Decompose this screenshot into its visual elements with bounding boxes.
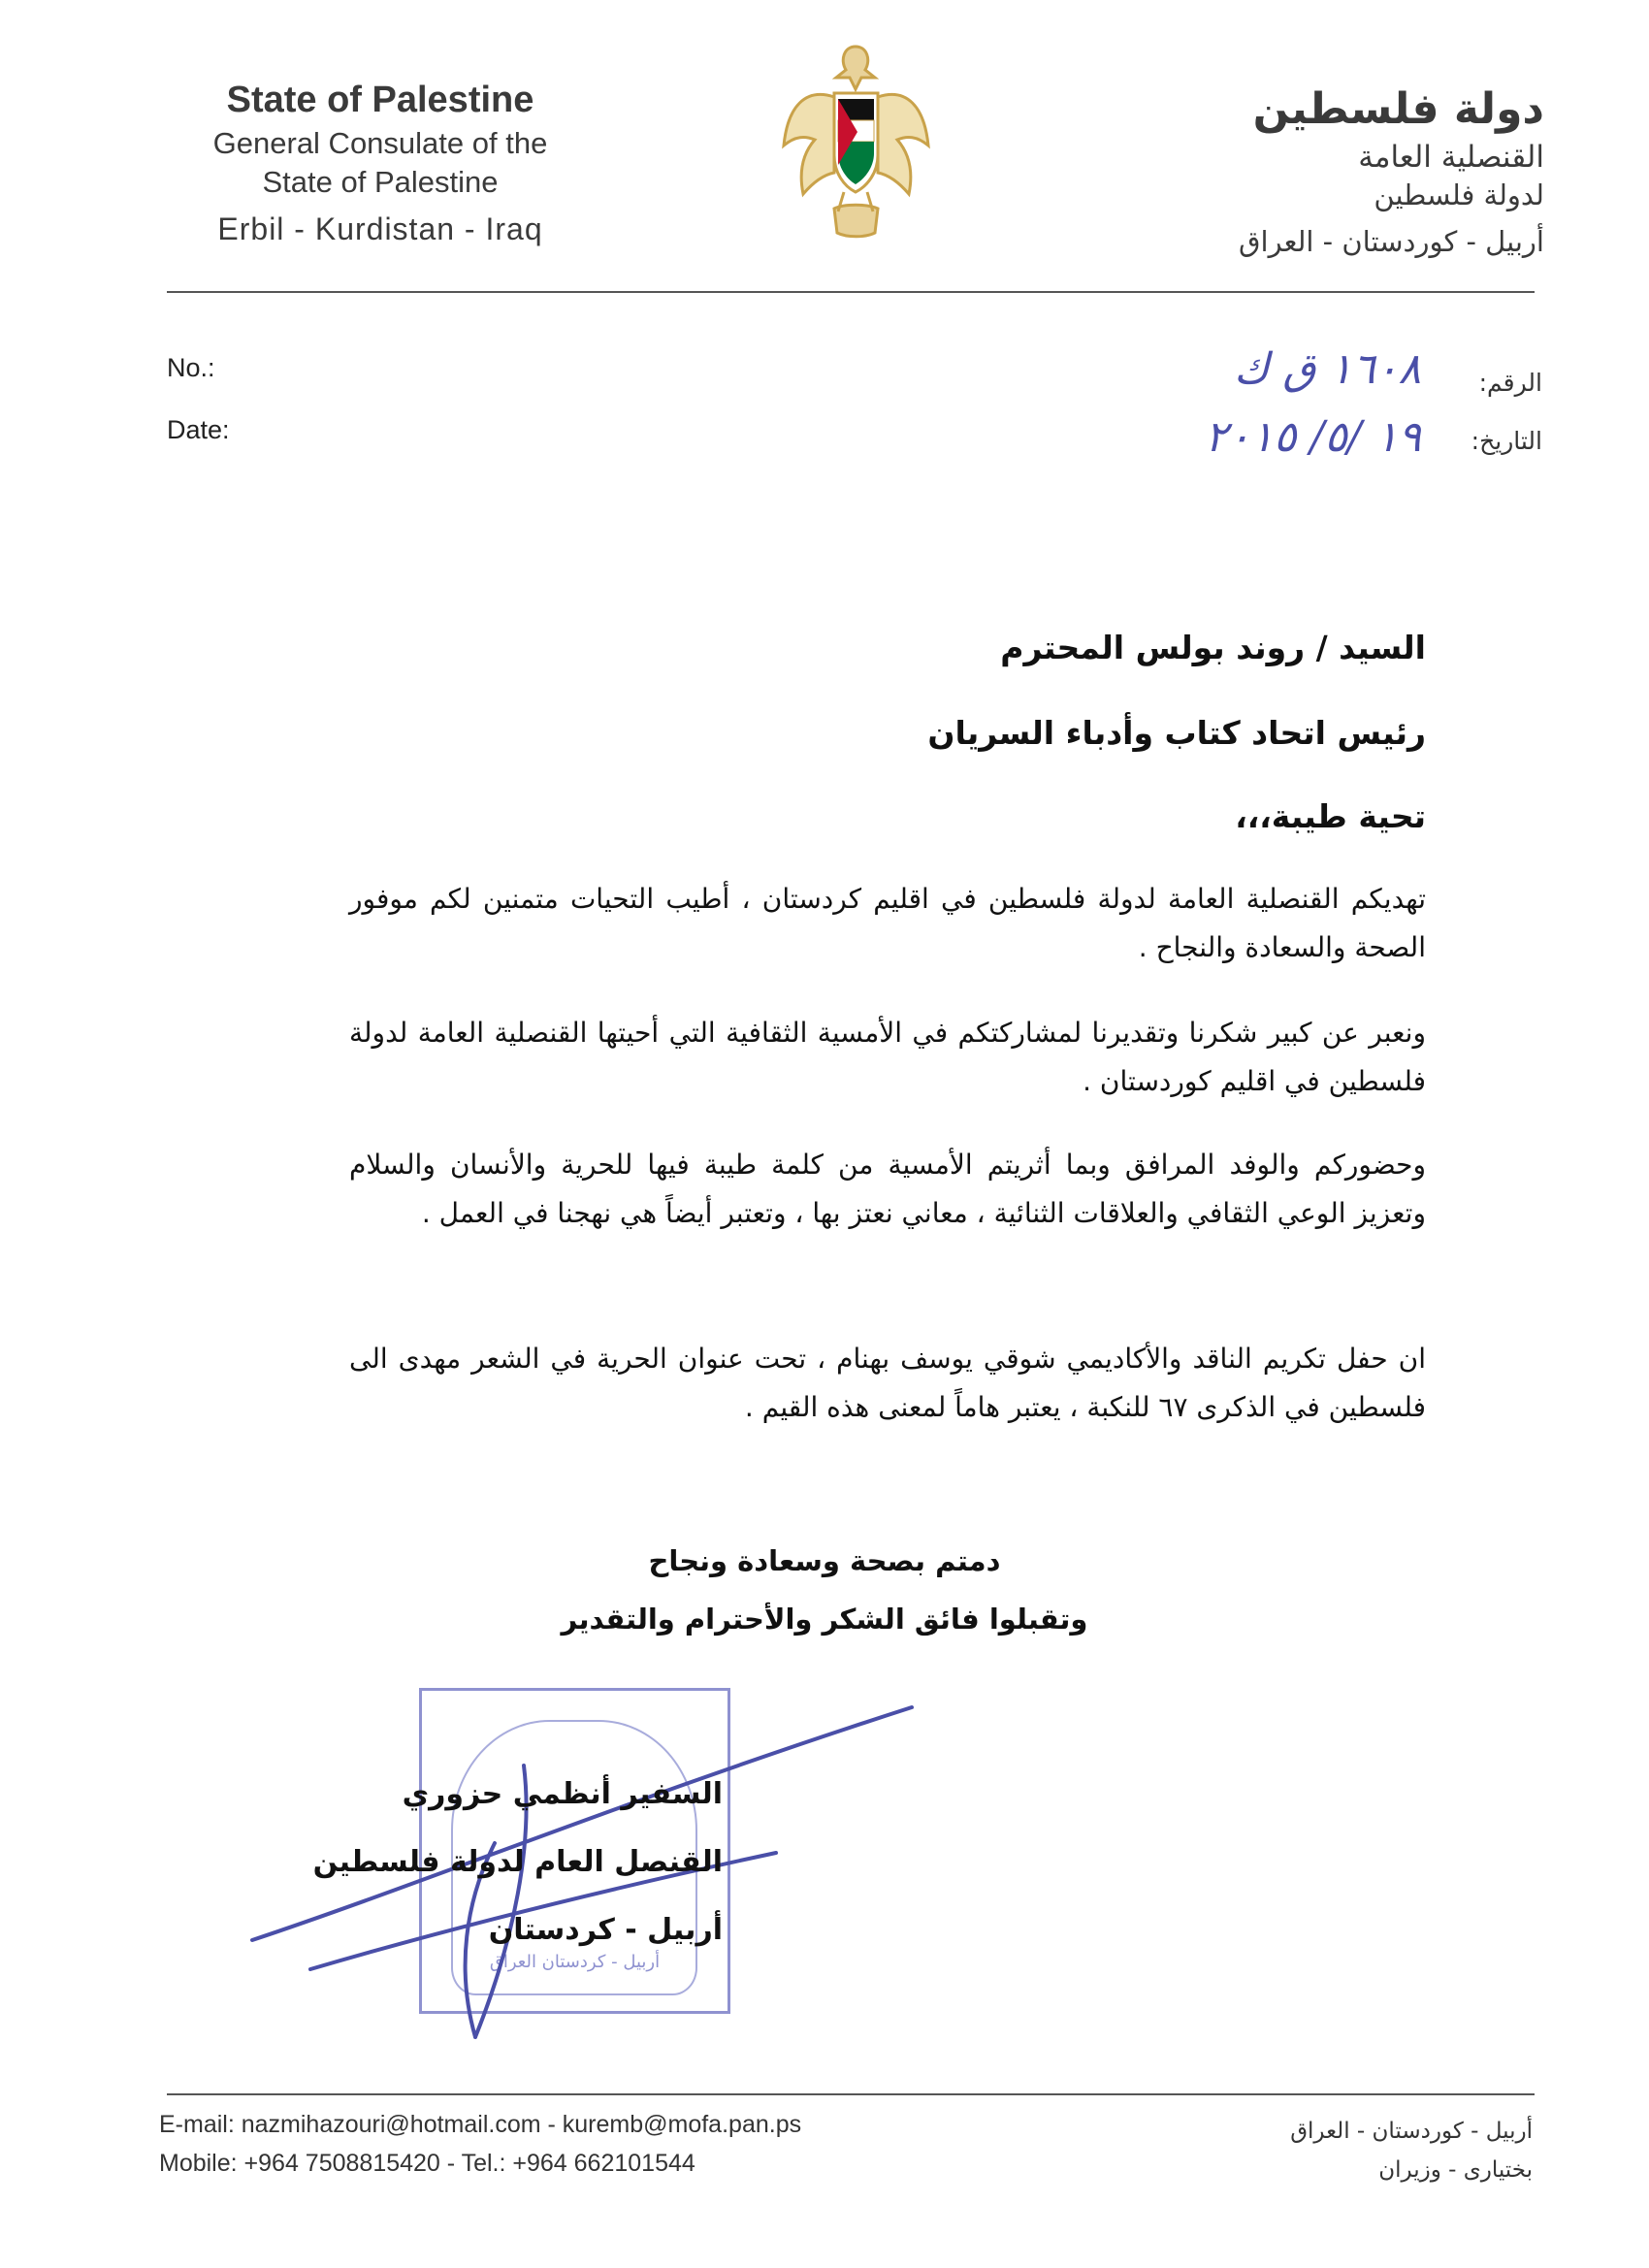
palestine-eagle-emblem xyxy=(776,39,936,252)
number-label-ar: الرقم: xyxy=(1478,369,1542,397)
header-divider xyxy=(167,291,1535,293)
stamp-text: أربيل - كردستان العراق xyxy=(489,1952,661,1972)
number-label: No.: xyxy=(167,353,215,382)
closing-line-2: وتقبلوا فائق الشكر والأحترام والتقدير xyxy=(561,1603,1088,1636)
recipient-name: السيد / روند بولس المحترم xyxy=(1000,629,1426,666)
header-arabic xyxy=(1117,81,1544,264)
greeting: تحية طيبة،،، xyxy=(1235,797,1426,835)
header-en-title: State of Palestine xyxy=(226,80,534,120)
footer-district-ar: بختياری - وزيران xyxy=(1378,2157,1533,2183)
paragraph-3: وحضوركم والوفد المرافق وبما أثريتم الأمسية من كلمة طيبة فيها للحرية والأنسان والسلام وتعزيز الوعي الثقافي والعلاقات الثنائية ، معاني نعتز بها ، وتعتبر أيضاً هي نهجنا في العمل . xyxy=(349,1149,1426,1229)
header-ar-line3: لدولة فلسطين xyxy=(1374,178,1544,211)
header-en-line2: General Consulate of the xyxy=(212,126,548,160)
date-label: Date: xyxy=(167,415,230,444)
handwritten-date: ١٩ /٥/ ٢٠١٥ xyxy=(1204,412,1421,462)
closing-line-1: دمتم بصحة وسعادة ونجاح xyxy=(648,1544,1001,1577)
signature-name: السفير أنظمي حزوري xyxy=(402,1777,723,1811)
footer-divider xyxy=(167,2093,1535,2095)
header-ar-title: دولة فلسطين xyxy=(1252,84,1544,134)
signature-location: أربيل - كردستان xyxy=(488,1913,723,1947)
paragraph-2: ونعبر عن كبير شكرنا وتقديرنا لمشاركتكم في الأمسية الثقافية التي أحيتها القنصلية العامة لدولة فلسطين في اقليم كوردستان . xyxy=(349,1017,1426,1097)
signature-title: القنصل العام لدولة فلسطين xyxy=(312,1845,723,1879)
date-label-ar: التاريخ: xyxy=(1471,427,1542,455)
paragraph-4: ان حفل تكريم الناقد والأكاديمي شوقي يوسف بهنام ، تحت عنوان الحرية في الشعر مهدى الى فلسطين في الذكرى ٦٧ للنكبة ، يعتبر هاماً لمعنى هذه القيم . xyxy=(349,1343,1426,1423)
footer-email: E-mail: nazmihazouri@hotmail.com - kuremb@mofa.pan.ps xyxy=(159,2111,802,2138)
paragraph-1: تهديكم القنصلية العامة لدولة فلسطين في اقليم كردستان ، أطيب التحيات متمنين لكم موفور الصحة والسعادة والنجاح . xyxy=(349,883,1426,963)
handwritten-number: ١٦٠٨ ق ك xyxy=(1234,344,1421,394)
recipient-title: رئيس اتحاد كتاب وأدباء السريان xyxy=(927,714,1426,752)
header-en-line3: State of Palestine xyxy=(262,165,499,199)
header-ar-location: أربيل - كوردستان - العراق xyxy=(1239,225,1544,258)
header-english xyxy=(167,76,594,250)
footer-address-ar: أربيل - كوردستان - العراق xyxy=(1290,2119,1533,2144)
header-ar-line2: القنصلية العامة xyxy=(1358,140,1544,175)
header-en-location: Erbil - Kurdistan - Iraq xyxy=(217,211,543,246)
footer-phone: Mobile: +964 7508815420 - Tel.: +964 662101544 xyxy=(159,2150,695,2177)
